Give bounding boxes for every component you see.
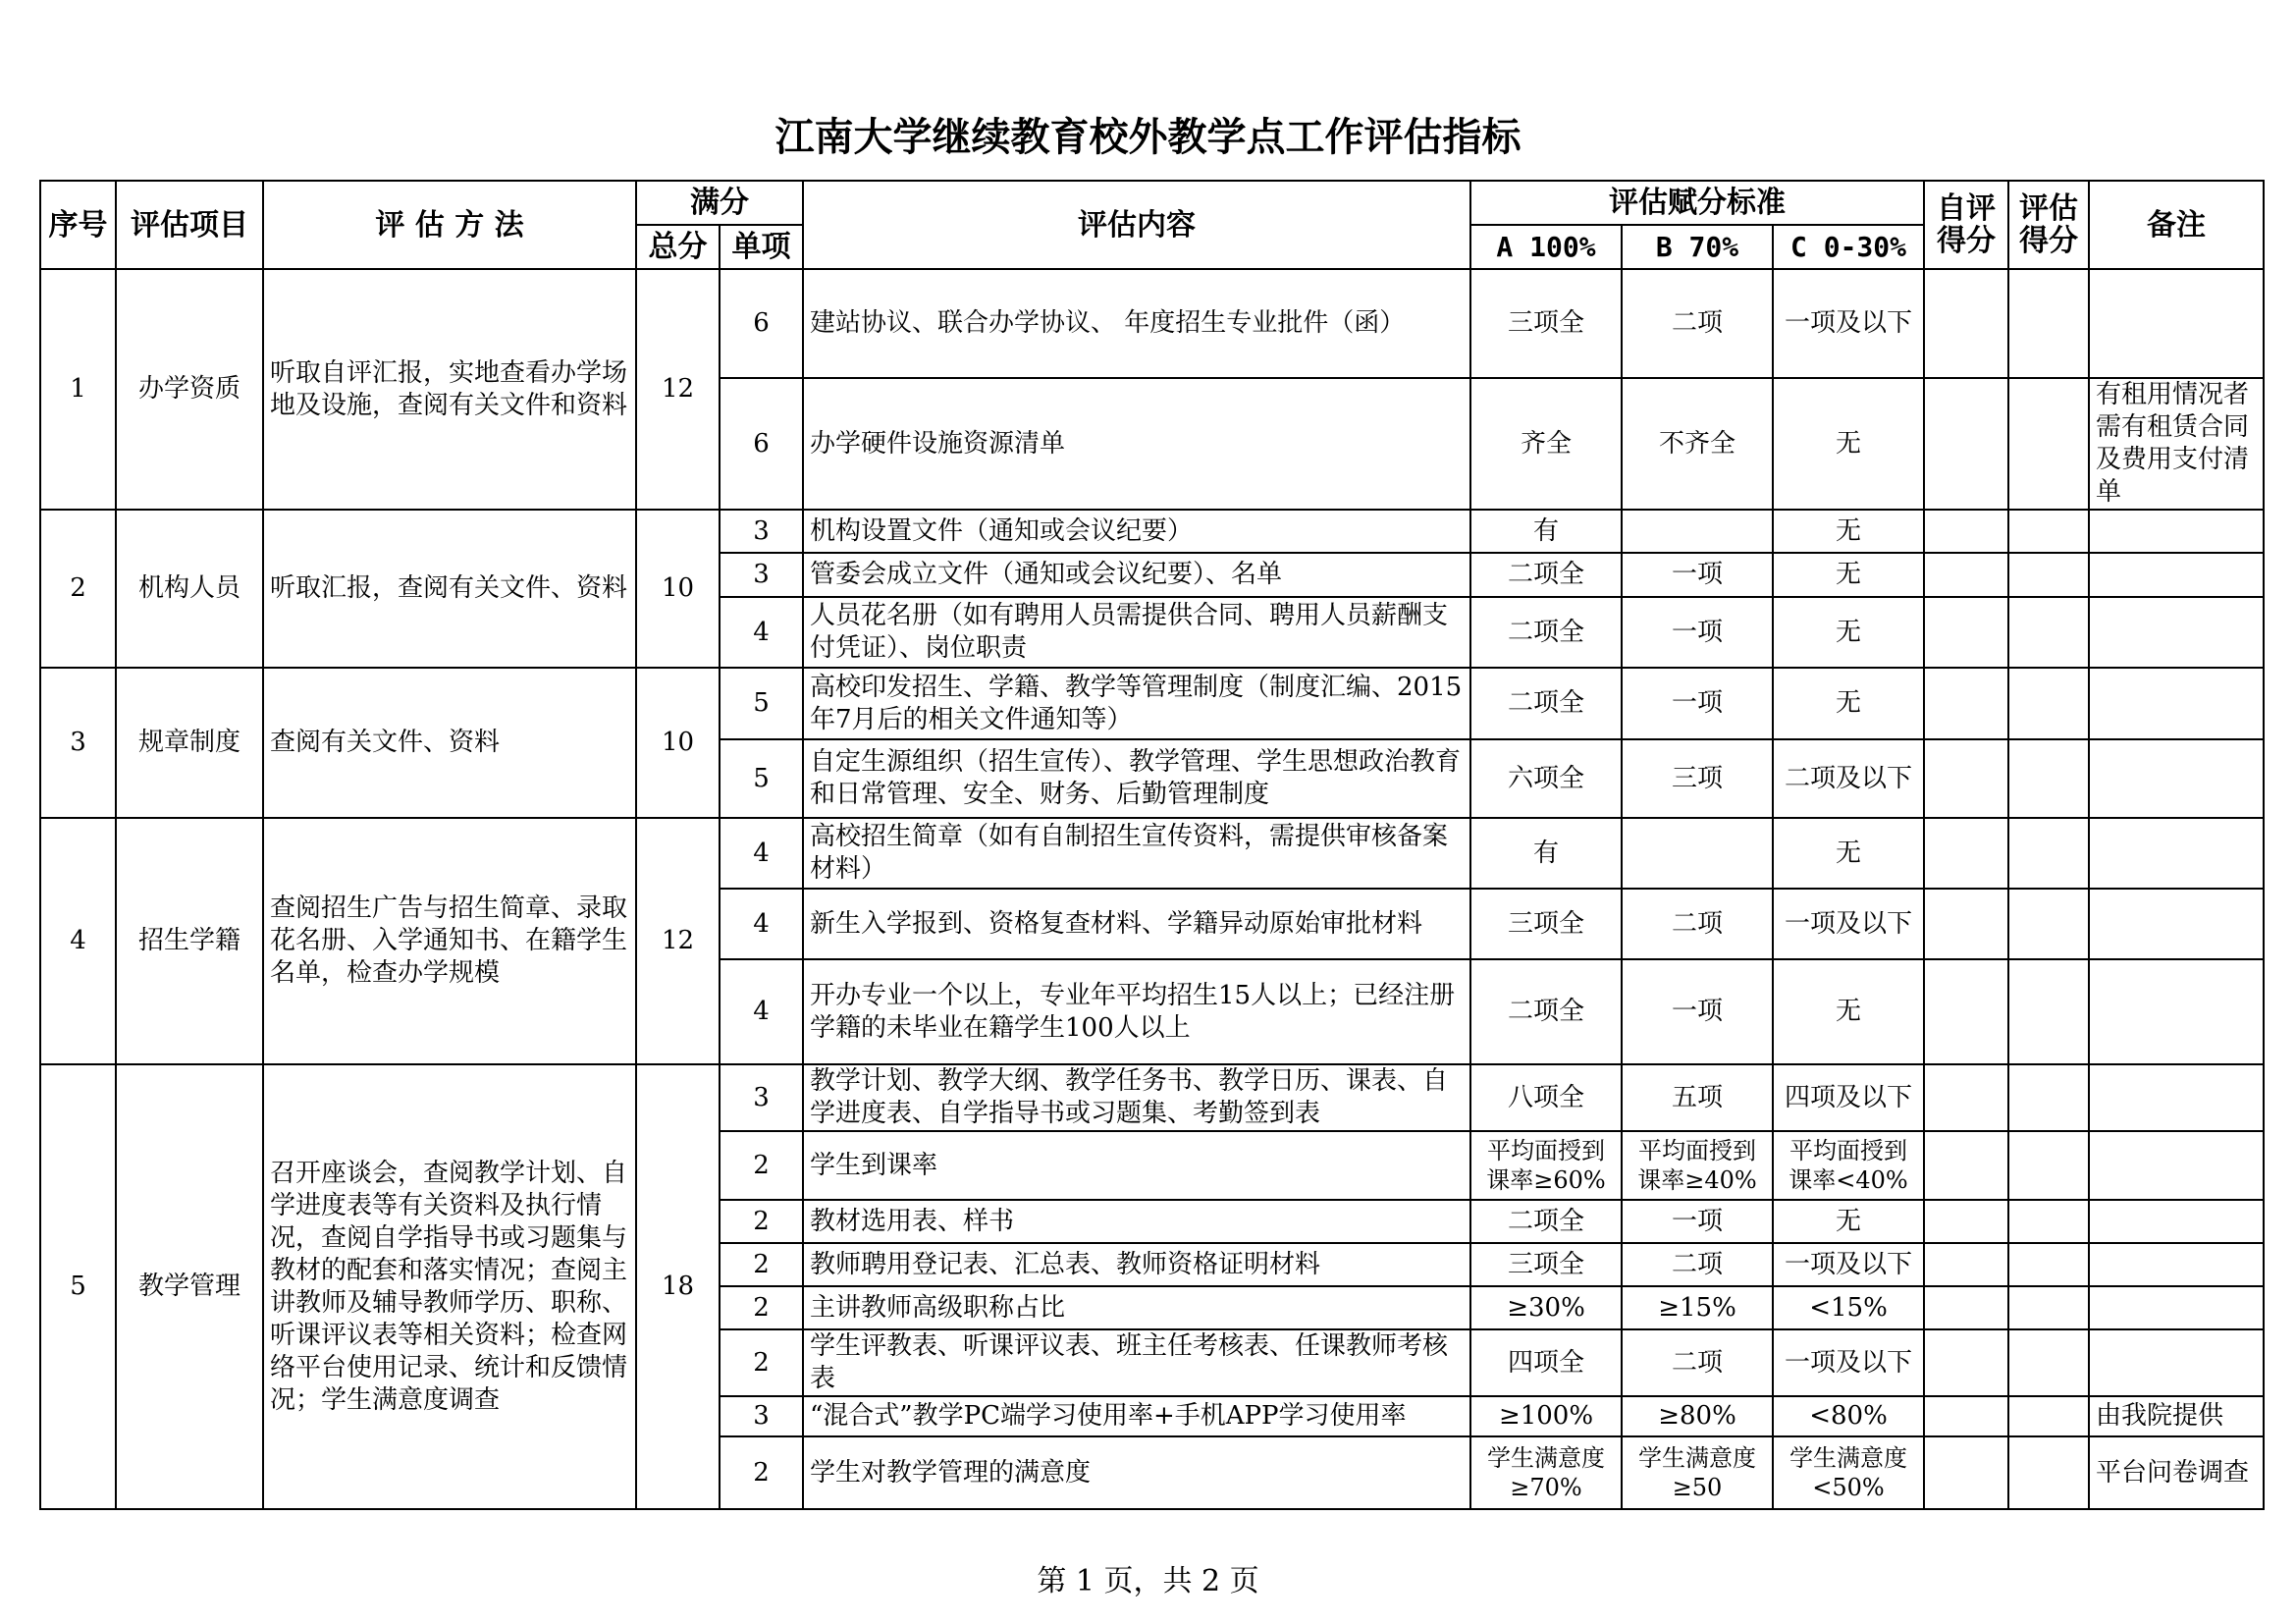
seq-cell: 3	[40, 668, 116, 818]
grade-b-cell: 不齐全	[1622, 378, 1773, 510]
grade-b-cell	[1622, 818, 1773, 889]
grade-c-cell: 一项及以下	[1773, 1243, 1924, 1286]
grade-a-cell: 二项全	[1470, 1200, 1622, 1243]
grade-b-cell: 二项	[1622, 1243, 1773, 1286]
remark-cell	[2089, 269, 2264, 378]
grade-b-cell: 学生满意度≥50	[1622, 1436, 1773, 1509]
grade-a-cell: 学生满意度≥70%	[1470, 1436, 1622, 1509]
grade-c-cell: 无	[1773, 818, 1924, 889]
content-cell: 教师聘用登记表、汇总表、教师资格证明材料	[803, 1243, 1470, 1286]
self-score-cell	[1924, 378, 2008, 510]
seq-cell: 4	[40, 818, 116, 1064]
eval-score-cell	[2008, 1286, 2089, 1329]
remark-cell	[2089, 1243, 2264, 1286]
eval-score-cell	[2008, 1131, 2089, 1200]
self-score-cell	[1924, 553, 2008, 597]
single-score-cell: 5	[720, 739, 803, 818]
self-score-cell	[1924, 1396, 2008, 1436]
grade-c-cell: 无	[1773, 597, 1924, 668]
grade-c-cell: 一项及以下	[1773, 269, 1924, 378]
grade-a-cell: ≥30%	[1470, 1286, 1622, 1329]
self-score-cell	[1924, 1286, 2008, 1329]
remark-cell: 由我院提供	[2089, 1396, 2264, 1436]
self-score-cell	[1924, 668, 2008, 739]
grade-a-cell: 二项全	[1470, 597, 1622, 668]
grade-b-cell: 三项	[1622, 739, 1773, 818]
grade-a-cell: 平均面授到课率≥60%	[1470, 1131, 1622, 1200]
grade-a-cell: 三项全	[1470, 889, 1622, 959]
remark-cell	[2089, 597, 2264, 668]
grade-b-cell: 一项	[1622, 959, 1773, 1064]
single-score-cell: 2	[720, 1436, 803, 1509]
grade-b-cell: 二项	[1622, 1329, 1773, 1396]
table-row	[40, 818, 2264, 889]
content-cell: 高校印发招生、学籍、教学等管理制度（制度汇编、2015年7月后的相关文件通知等）	[803, 668, 1470, 739]
remark-cell	[2089, 510, 2264, 553]
self-score-cell	[1924, 889, 2008, 959]
single-score-cell: 6	[720, 269, 803, 378]
grade-b-cell	[1622, 510, 1773, 553]
self-score-cell	[1924, 818, 2008, 889]
method-cell: 查阅有关文件、资料	[263, 668, 636, 818]
grade-c-cell: 一项及以下	[1773, 889, 1924, 959]
grade-a-cell: 二项全	[1470, 553, 1622, 597]
seq-cell: 1	[40, 269, 116, 510]
grade-c-cell: 学生满意度<50%	[1773, 1436, 1924, 1509]
single-score-cell: 3	[720, 1396, 803, 1436]
seq-cell: 5	[40, 1064, 116, 1509]
eval-score-cell	[2008, 818, 2089, 889]
single-score-cell: 5	[720, 668, 803, 739]
content-cell: 教学计划、教学大纲、教学任务书、教学日历、课表、自学进度表、自学指导书或习题集、考勤签到表	[803, 1064, 1470, 1131]
grade-c-cell: 二项及以下	[1773, 739, 1924, 818]
eval-score-cell	[2008, 553, 2089, 597]
content-cell: 机构设置文件（通知或会议纪要）	[803, 510, 1470, 553]
table-row	[40, 1064, 2264, 1131]
remark-cell	[2089, 959, 2264, 1064]
self-score-cell	[1924, 597, 2008, 668]
content-cell: 主讲教师高级职称占比	[803, 1286, 1470, 1329]
remark-cell: 有租用情况者需有租赁合同及费用支付清单	[2089, 378, 2264, 510]
evaluation-table	[39, 180, 2265, 1510]
total-score-cell: 10	[636, 668, 720, 818]
grade-b-cell: ≥15%	[1622, 1286, 1773, 1329]
header-self-score: 自评得分	[1924, 181, 2008, 269]
single-score-cell: 2	[720, 1243, 803, 1286]
header-content: 评估内容	[803, 181, 1470, 269]
grade-c-cell: 一项及以下	[1773, 1329, 1924, 1396]
method-cell: 听取自评汇报，实地查看办学场地及设施，查阅有关文件和资料	[263, 269, 636, 510]
remark-cell	[2089, 739, 2264, 818]
table-body	[40, 269, 2264, 1509]
remark-cell	[2089, 1329, 2264, 1396]
single-score-cell: 3	[720, 1064, 803, 1131]
grade-b-cell: 二项	[1622, 889, 1773, 959]
header-standard: 评估赋分标准	[1470, 181, 1924, 225]
self-score-cell	[1924, 1243, 2008, 1286]
item-cell: 规章制度	[116, 668, 263, 818]
header-full-score: 满分	[636, 181, 803, 225]
page-footer: 第 1 页，共 2 页	[1037, 1564, 1259, 1598]
grade-a-cell: 二项全	[1470, 668, 1622, 739]
total-score-cell: 12	[636, 818, 720, 1064]
item-cell: 机构人员	[116, 510, 263, 668]
content-cell: 教材选用表、样书	[803, 1200, 1470, 1243]
method-cell: 查阅招生广告与招生简章、录取花名册、入学通知书、在籍学生名单，检查办学规模	[263, 818, 636, 1064]
header-grade-c: C 0-30%	[1773, 225, 1924, 269]
single-score-cell: 2	[720, 1286, 803, 1329]
content-cell: 管委会成立文件（通知或会议纪要）、名单	[803, 553, 1470, 597]
header-eval-score: 评估得分	[2008, 181, 2089, 269]
remark-cell	[2089, 668, 2264, 739]
eval-score-cell	[2008, 889, 2089, 959]
content-cell: 学生到课率	[803, 1131, 1470, 1200]
eval-score-cell	[2008, 959, 2089, 1064]
table-row	[40, 510, 2264, 553]
single-score-cell: 4	[720, 597, 803, 668]
grade-a-cell: 三项全	[1470, 269, 1622, 378]
single-score-cell: 6	[720, 378, 803, 510]
eval-score-cell	[2008, 597, 2089, 668]
single-score-cell: 2	[720, 1329, 803, 1396]
eval-score-cell	[2008, 668, 2089, 739]
remark-cell	[2089, 1064, 2264, 1131]
total-score-cell: 18	[636, 1064, 720, 1509]
eval-score-cell	[2008, 1329, 2089, 1396]
single-score-cell: 2	[720, 1200, 803, 1243]
self-score-cell	[1924, 1436, 2008, 1509]
grade-c-cell: <15%	[1773, 1286, 1924, 1329]
header-item: 评估项目	[116, 181, 263, 269]
seq-cell: 2	[40, 510, 116, 668]
header-grade-b: B 70%	[1622, 225, 1773, 269]
grade-a-cell: 三项全	[1470, 1243, 1622, 1286]
content-cell: 新生入学报到、资格复查材料、学籍异动原始审批材料	[803, 889, 1470, 959]
self-score-cell	[1924, 1064, 2008, 1131]
header-method: 评 估 方 法	[263, 181, 636, 269]
grade-b-cell: 一项	[1622, 668, 1773, 739]
page-title: 江南大学继续教育校外教学点工作评估指标	[774, 115, 1522, 160]
single-score-cell: 3	[720, 553, 803, 597]
grade-c-cell: <80%	[1773, 1396, 1924, 1436]
content-cell: 建站协议、联合办学协议、 年度招生专业批件（函）	[803, 269, 1470, 378]
single-score-cell: 2	[720, 1131, 803, 1200]
grade-c-cell: 无	[1773, 959, 1924, 1064]
grade-b-cell: 五项	[1622, 1064, 1773, 1131]
content-cell: 自定生源组织（招生宣传）、教学管理、学生思想政治教育和日常管理、安全、财务、后勤管理制度	[803, 739, 1470, 818]
grade-b-cell: 一项	[1622, 553, 1773, 597]
content-cell: “混合式”教学PC端学习使用率+手机APP学习使用率	[803, 1396, 1470, 1436]
remark-cell	[2089, 889, 2264, 959]
grade-b-cell: 一项	[1622, 1200, 1773, 1243]
eval-score-cell	[2008, 1064, 2089, 1131]
grade-b-cell: 一项	[1622, 597, 1773, 668]
remark-cell	[2089, 553, 2264, 597]
grade-c-cell: 无	[1773, 553, 1924, 597]
header-grade-a: A 100%	[1470, 225, 1622, 269]
method-cell: 召开座谈会，查阅教学计划、自学进度表等有关资料及执行情况，查阅自学指导书或习题集与教材的配套和落实情况；查阅主讲教师及辅导教师学历、职称、听课评议表等相关资料；检查网络平台使用记录、统计和反馈情况；学生满意度调查	[263, 1064, 636, 1509]
self-score-cell	[1924, 269, 2008, 378]
eval-score-cell	[2008, 739, 2089, 818]
item-cell: 办学资质	[116, 269, 263, 510]
grade-c-cell: 四项及以下	[1773, 1064, 1924, 1131]
eval-score-cell	[2008, 269, 2089, 378]
header-single: 单项	[720, 225, 803, 269]
content-cell: 学生对教学管理的满意度	[803, 1436, 1470, 1509]
eval-score-cell	[2008, 510, 2089, 553]
grade-c-cell: 无	[1773, 378, 1924, 510]
grade-a-cell: 齐全	[1470, 378, 1622, 510]
grade-a-cell: 二项全	[1470, 959, 1622, 1064]
single-score-cell: 3	[720, 510, 803, 553]
remark-cell	[2089, 1200, 2264, 1243]
table-row	[40, 668, 2264, 739]
self-score-cell	[1924, 1329, 2008, 1396]
grade-a-cell: 六项全	[1470, 739, 1622, 818]
content-cell: 办学硬件设施资源清单	[803, 378, 1470, 510]
remark-cell	[2089, 818, 2264, 889]
grade-c-cell: 无	[1773, 1200, 1924, 1243]
self-score-cell	[1924, 1131, 2008, 1200]
self-score-cell	[1924, 739, 2008, 818]
content-cell: 人员花名册（如有聘用人员需提供合同、聘用人员薪酬支付凭证）、岗位职责	[803, 597, 1470, 668]
grade-a-cell: 八项全	[1470, 1064, 1622, 1131]
eval-score-cell	[2008, 378, 2089, 510]
eval-score-cell	[2008, 1396, 2089, 1436]
item-cell: 教学管理	[116, 1064, 263, 1509]
eval-score-cell	[2008, 1436, 2089, 1509]
total-score-cell: 10	[636, 510, 720, 668]
self-score-cell	[1924, 1200, 2008, 1243]
self-score-cell	[1924, 959, 2008, 1064]
header-total: 总分	[636, 225, 720, 269]
self-score-cell	[1924, 510, 2008, 553]
grade-c-cell: 无	[1773, 510, 1924, 553]
grade-b-cell: 平均面授到课率≥40%	[1622, 1131, 1773, 1200]
method-cell: 听取汇报，查阅有关文件、资料	[263, 510, 636, 668]
grade-b-cell: ≥80%	[1622, 1396, 1773, 1436]
grade-c-cell: 无	[1773, 668, 1924, 739]
content-cell: 高校招生简章（如有自制招生宣传资料，需提供审核备案材料）	[803, 818, 1470, 889]
item-cell: 招生学籍	[116, 818, 263, 1064]
grade-b-cell: 二项	[1622, 269, 1773, 378]
header-seq: 序号	[40, 181, 116, 269]
header-remark: 备注	[2089, 181, 2264, 269]
grade-a-cell: 四项全	[1470, 1329, 1622, 1396]
content-cell: 学生评教表、听课评议表、班主任考核表、任课教师考核表	[803, 1329, 1470, 1396]
content-cell: 开办专业一个以上，专业年平均招生15人以上；已经注册学籍的未毕业在籍学生100人以上	[803, 959, 1470, 1064]
eval-score-cell	[2008, 1200, 2089, 1243]
grade-c-cell: 平均面授到课率<40%	[1773, 1131, 1924, 1200]
remark-cell	[2089, 1286, 2264, 1329]
grade-a-cell: 有	[1470, 818, 1622, 889]
remark-cell: 平台问卷调查	[2089, 1436, 2264, 1509]
remark-cell	[2089, 1131, 2264, 1200]
eval-score-cell	[2008, 1243, 2089, 1286]
grade-a-cell: 有	[1470, 510, 1622, 553]
single-score-cell: 4	[720, 959, 803, 1064]
single-score-cell: 4	[720, 818, 803, 889]
total-score-cell: 12	[636, 269, 720, 510]
table-row	[40, 269, 2264, 378]
grade-a-cell: ≥100%	[1470, 1396, 1622, 1436]
single-score-cell: 4	[720, 889, 803, 959]
